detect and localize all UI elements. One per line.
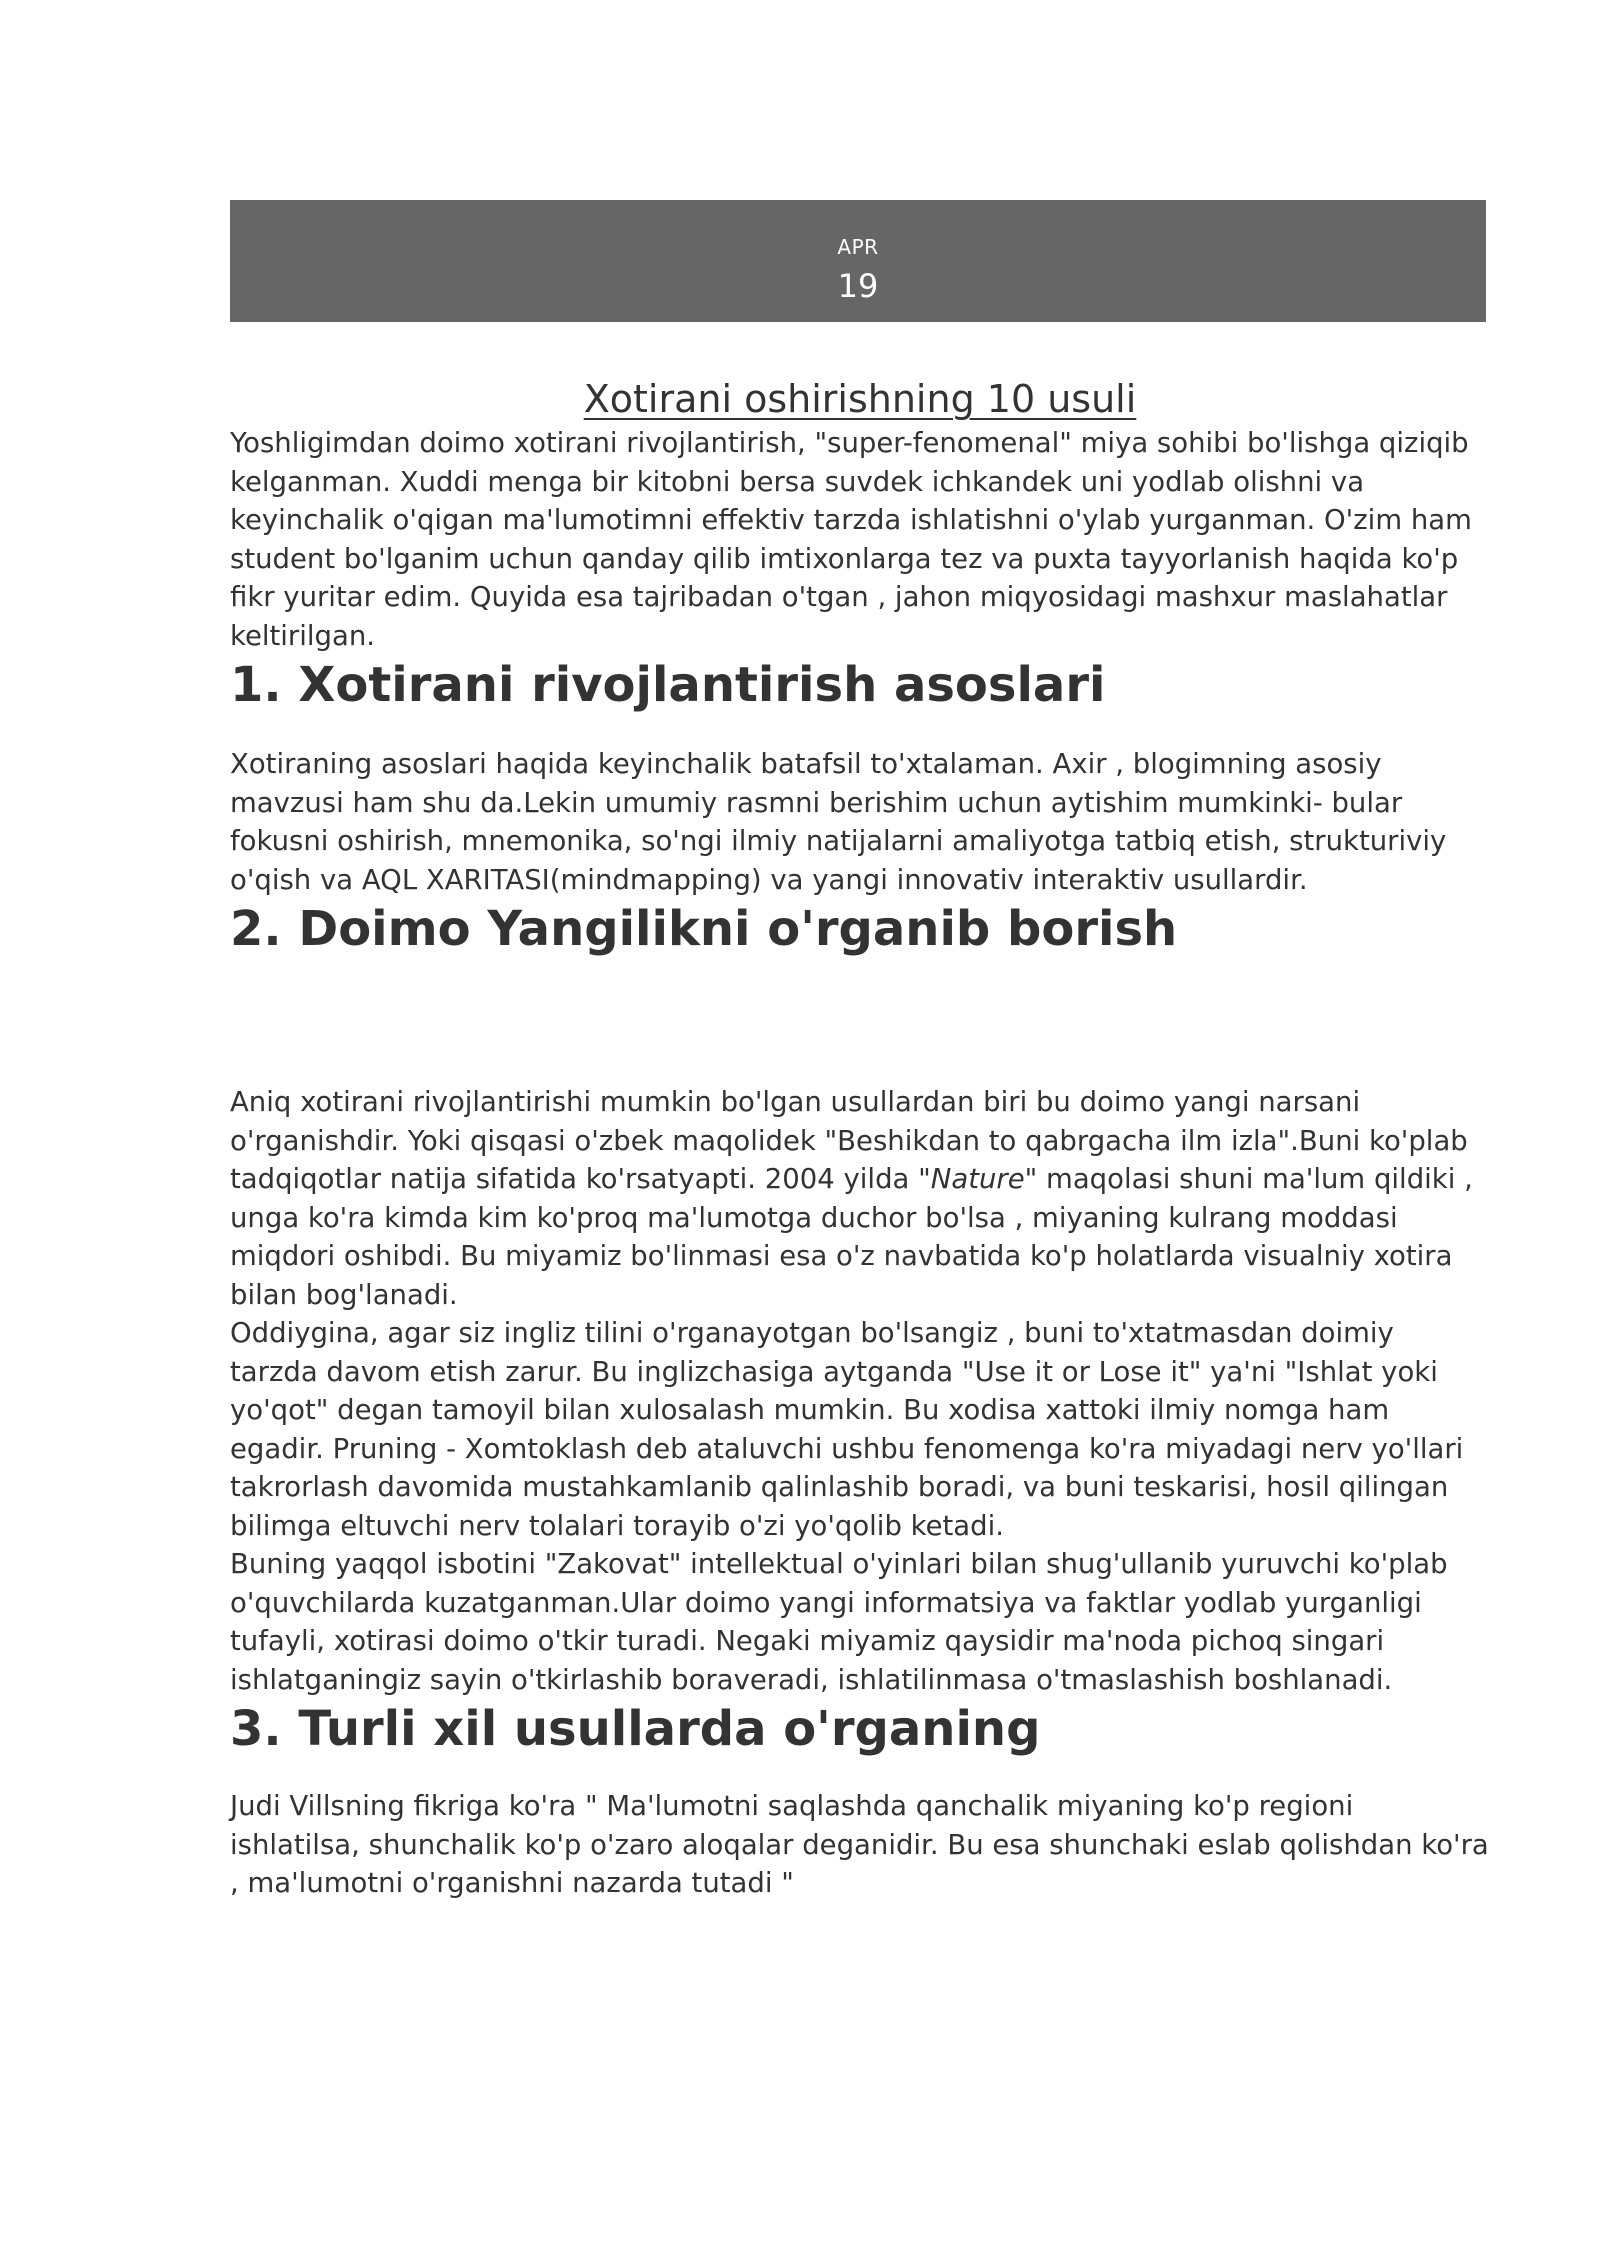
- section-2-p1-text-b: maqolasi shuni ma'lum qildiki , unga ko'ra kimda kim ko'proq ma'lumotga duchor bo'lsa , miyaning kulrang moddasi miqdori oshibdi. Bu miyamiz bo'linmasi esa o'z navbatida ko'p holatlarda visualniy xotira bilan bog'lanadi.: [230, 1163, 1473, 1311]
- section-1-body: Xotiraning asoslari haqida keyinchalik batafsil to'xtalaman. Axir , blogimning asosiy mavzusi ham shu da.Lekin umumiy rasmni berishim uchun aytishim mumkinki- bular fokusni oshirish, mnemonika, so'ngi ilmiy natijalarni amaliyotga tatbiq etish, strukturiviy o'qish va AQL XARITASI(mindmapping) va yangi innovativ interaktiv usullardir.: [230, 748, 1447, 896]
- section-3-heading: 3. Turli xil usullarda o'rganing: [230, 1701, 1041, 1757]
- section-3-body: Judi Villsning fikriga ko'ra " Ma'lumotni saqlashda qanchalik miyaning ko'p regioni ishlatilsa, shunchalik ko'p o'zaro aloqalar deganidir. Bu esa shunchaki eslab qolishdan ko'ra , ma'lumotni o'rganishni nazarda tutadi ": [230, 1790, 1489, 1899]
- section-2-heading: 2. Doimo Yangilikni o'rganib borish: [230, 901, 1178, 957]
- post-title-link[interactable]: Xotirani oshirishning 10 usuli: [583, 377, 1137, 421]
- nature-journal-name: "Nature": [918, 1163, 1038, 1195]
- section-2-paragraph-3: Buning yaqqol isbotini "Zakovat" intellektual o'yinlari bilan shug'ullanib yuruvchi ko'plab o'quvchilarda kuzatganman.Ular doimo yangi informatsiya va faktlar yodlab yurganligi tufayli, xotirasi doimo o'tkir turadi. Negaki miyamiz qaysidir ma'noda pichoq singari ishlatganingiz sayin o'tkirlashib boraveradi, ishlatilinmasa o'tmaslashish boshlanadi.: [230, 1548, 1448, 1696]
- intro-paragraph: Yoshligimdan doimo xotirani rivojlantirish, "super-fenomenal" miya sohibi bo'lishga qiziqib kelganman. Xuddi menga bir kitobni bersa suvdek ichkandek uni yodlab olishni va keyinchalik o'qigan ma'lumotimni effektiv tarzda ishlatishni o'ylab yurganman. O'zim ham student bo'lganim uchun qanday qilib imtixonlarga tez va puxta tayyorlanish haqida ko'p fikr yuritar edim. Quyida esa tajribadan o'tgan , jahon miqyosidagi mashxur maslahatlar keltirilgan.: [230, 427, 1472, 652]
- blog-post: [230, 200, 1490, 1903]
- section-1-heading: 1. Xotirani rivojlantirish asoslari: [230, 657, 1106, 713]
- section-2-paragraph-2: Oddiygina, agar siz ingliz tilini o'rganayotgan bo'lsangiz , buni to'xtatmasdan doimiy tarzda davom etish zarur. Bu inglizchasiga aytganda "Use it or Lose it" ya'ni "Ishlat yoki yo'qot" degan tamoyil bilan xulosalash mumkin. Bu xodisa xattoki ilmiy nomga ham egadir. Pruning - Xomtoklash deb ataluvchi ushbu fenomenga ko'ra miyadagi nerv yo'llari takrorlash davomida mustahkamlanib qalinlashib boradi, va buni teskarisi, hosil qilingan bilimga eltuvchi nerv tolalari torayib o'zi yo'qolib ketadi.: [230, 1317, 1464, 1542]
- date-banner: [230, 200, 1486, 322]
- date-day: 19: [837, 267, 879, 305]
- section-2-body: [230, 1083, 1490, 1699]
- section-2-p1-text-a: Aniq xotirani rivojlantirishi mumkin bo'lgan usullardan biri bu doimo yangi narsani o'rganishdir. Yoki qisqasi o'zbek maqolidek "Beshikdan to qabrgacha ilm izla".Buni ko'plab tadqiqotlar natija sifatida ko'rsatyapti. 2004 yilda: [230, 1086, 1468, 1195]
- section-2-paragraph-1: [230, 1083, 1490, 1314]
- date-month: APR: [837, 235, 879, 259]
